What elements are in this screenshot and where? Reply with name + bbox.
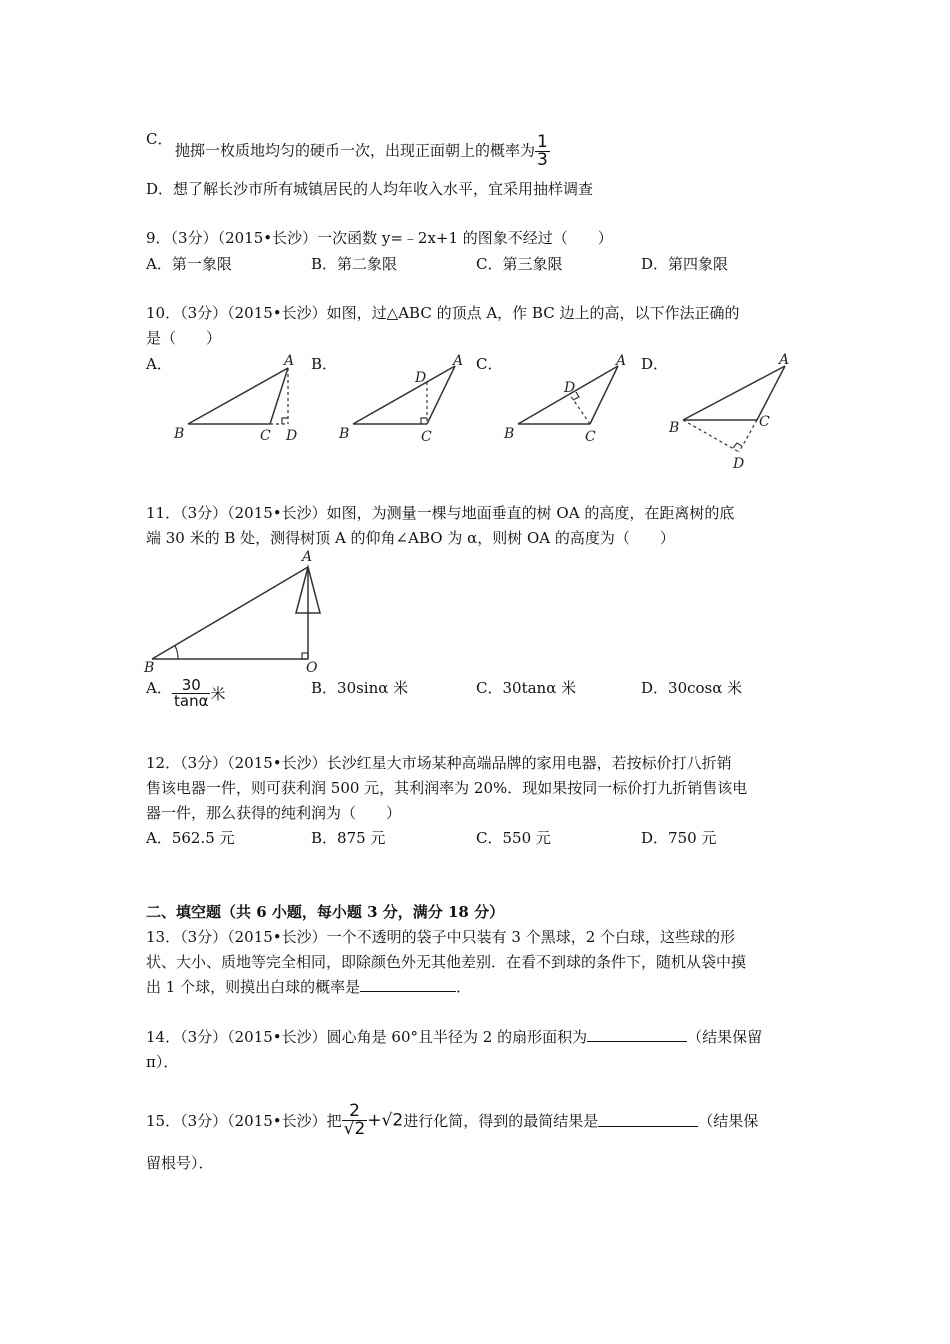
fraction-denominator: tanα	[174, 692, 209, 710]
q12-option-b: B．875 元	[311, 829, 386, 847]
point-label: A	[616, 353, 627, 369]
point-label: B	[669, 420, 680, 436]
fraction-denominator: √2	[343, 1119, 366, 1139]
point-label: A	[779, 352, 790, 368]
q9-option-b: B．第二象限	[311, 255, 398, 273]
q12-option-c: C．550 元	[476, 829, 551, 847]
q11-option-a-label: A．	[146, 679, 172, 697]
q14-line1	[146, 1026, 762, 1047]
q13-line3-text: 出 1 个球，则摸出白球的概率是	[146, 978, 361, 996]
point-label: D	[286, 428, 298, 444]
q11-stem-line2: 端 30 米的 B 处，测得树顶 A 的仰角∠ABO 为 α，则树 OA 的高度为（ ）	[146, 529, 675, 547]
q11-option-a-expression	[172, 678, 225, 709]
q11-option-a-unit: 米	[210, 685, 226, 703]
q9-option-a: A．第一象限	[146, 255, 232, 273]
q11-stem-line1: 11．（3分）（2015•长沙）如图，为测量一棵与地面垂直的树 OA 的高度，在距离树的底	[146, 504, 735, 522]
q12-option-d: D．750 元	[641, 829, 717, 847]
q10-option-c-label: C．	[476, 355, 503, 373]
q11-option-a-fraction	[172, 678, 210, 709]
answer-blank[interactable]	[598, 1114, 698, 1127]
q10-stem-line1: 10．（3分）（2015•长沙）如图，过△ABC 的顶点 A，作 BC 边上的高，以下作法正确的	[146, 304, 740, 322]
q15-text-pre: 15．（3分）（2015•长沙）把	[146, 1112, 342, 1130]
q15-line2: 留根号）．	[146, 1154, 214, 1172]
point-label: A	[302, 549, 313, 565]
answer-blank[interactable]	[360, 979, 456, 992]
q9-option-d: D．第四象限	[641, 255, 729, 273]
q11-option-b: B．30sinα 米	[311, 679, 409, 697]
q8-option-c-text: 抛掷一枚质地均匀的硬币一次，出现正面朝上的概率为	[175, 141, 536, 160]
point-label: B	[144, 660, 155, 675]
q8-option-d-label: D．	[146, 180, 174, 198]
q8-option-d	[146, 178, 593, 199]
point-label: D	[415, 370, 427, 386]
q12-line1: 12．（3分）（2015•长沙）长沙红星大市场某种高端品牌的家用电器，若按标价打八折销	[146, 754, 732, 772]
section-2-title: 二、填空题（共 6 小题，每小题 3 分，满分 18 分）	[146, 903, 505, 921]
q13-line3-end: ．	[456, 978, 472, 996]
q15-line1	[146, 1103, 758, 1138]
point-label: B	[174, 426, 185, 442]
q10-figure-c	[500, 352, 640, 447]
q15-fraction	[342, 1103, 368, 1138]
point-label: O	[306, 660, 318, 675]
point-label: A	[453, 353, 464, 369]
q10-option-a-label: A．	[146, 355, 172, 373]
point-label: C	[585, 429, 596, 445]
q9-stem: 9．（3分）（2015•长沙）一次函数 y=﹣2x+1 的图象不经过（ ）	[146, 229, 613, 247]
q11-figure	[140, 545, 340, 675]
q10-figure-a	[170, 352, 310, 447]
q15-plus-root: +√2	[367, 1110, 404, 1131]
q11-option-d: D．30cosα 米	[641, 679, 743, 697]
q14-line1-text: 14．（3分）（2015•长沙）圆心角是 60°且半径为 2 的扇形面积为	[146, 1028, 588, 1046]
q11-option-a	[146, 677, 172, 698]
q8-option-c	[175, 134, 550, 169]
point-label: C	[260, 428, 271, 444]
q12-line2: 售该电器一件，则可获利润 500 元，其利润率为 20%．现如果按同一标价打九折销售该电	[146, 779, 748, 797]
q13-line3	[146, 976, 471, 997]
point-label: C	[421, 429, 432, 445]
q15-text-post: （结果保	[698, 1112, 759, 1130]
fraction-denominator: 3	[537, 150, 548, 170]
q14-line2: π）．	[146, 1053, 179, 1071]
q13-line1: 13．（3分）（2015•长沙）一个不透明的袋子中只装有 3 个黑球，2 个白球，这些球的形	[146, 928, 736, 946]
q10-figure-b	[335, 352, 475, 447]
q8-option-c-label: C．	[146, 130, 173, 148]
q12-line3: 器一件，那么获得的纯利润为（ ）	[146, 804, 402, 822]
q8-option-c-fraction	[535, 134, 550, 169]
point-label: D	[564, 380, 576, 396]
answer-blank[interactable]	[587, 1029, 687, 1042]
point-label: D	[733, 456, 745, 472]
q8-option-d-text: 想了解长沙市所有城镇居民的人均年收入水平，宜采用抽样调查	[173, 180, 594, 198]
point-label: B	[339, 426, 350, 442]
point-label: C	[759, 414, 770, 430]
point-label: A	[284, 353, 295, 369]
q12-option-a: A．562.5 元	[146, 829, 235, 847]
q15-text-mid: 进行化简，得到的最简结果是	[403, 1112, 599, 1130]
q10-figure-d	[665, 348, 805, 473]
fraction-numerator: 2	[349, 1101, 360, 1121]
q10-option-b-label: B．	[311, 355, 338, 373]
point-label: B	[504, 426, 515, 442]
q11-option-c: C．30tanα 米	[476, 679, 577, 697]
fraction-numerator: 30	[181, 676, 201, 694]
q10-option-d-label: D．	[641, 355, 669, 373]
q13-line2: 状、大小、质地等完全相同，即除颜色外无其他差别．在看不到球的条件下，随机从袋中摸	[146, 953, 747, 971]
q10-stem-line2: 是（ ）	[146, 329, 222, 347]
q14-line1-end: （结果保留	[687, 1028, 763, 1046]
fraction-numerator: 1	[537, 132, 548, 152]
q9-option-c: C．第三象限	[476, 255, 563, 273]
